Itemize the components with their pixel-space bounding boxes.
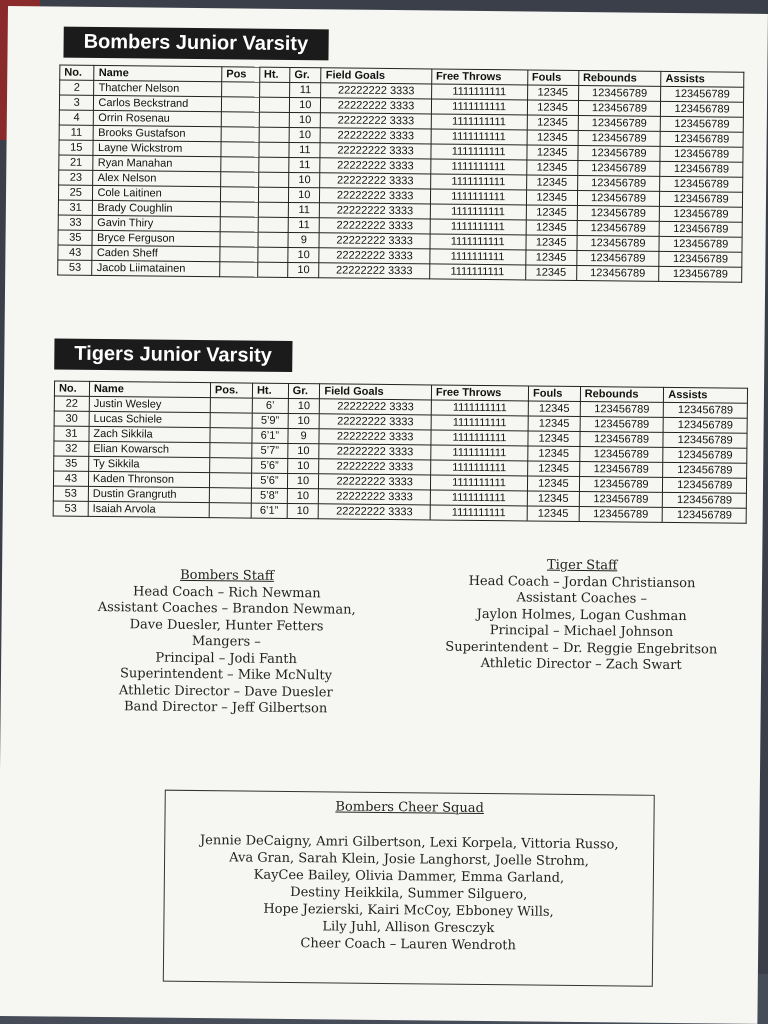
player-reb-cell: 123456789 bbox=[579, 477, 663, 493]
player-ast-cell: 123456789 bbox=[660, 146, 743, 162]
cheer-squad-box bbox=[163, 790, 655, 987]
player-pos-cell bbox=[210, 428, 252, 443]
player-ft-cell: 1111111111 bbox=[431, 84, 527, 100]
player-ast-cell: 123456789 bbox=[659, 221, 742, 237]
player-gr-cell: 10 bbox=[287, 458, 319, 473]
player-no-cell: 23 bbox=[59, 170, 94, 185]
player-fouls-cell: 12345 bbox=[526, 190, 577, 206]
player-no-cell: 43 bbox=[58, 245, 93, 260]
col-header: Field Goals bbox=[321, 68, 431, 84]
player-gr-cell: 10 bbox=[289, 187, 320, 202]
player-fg-cell: 22222222 3333 bbox=[320, 188, 430, 204]
player-ft-cell: 1111111111 bbox=[430, 505, 527, 521]
player-pos-cell bbox=[221, 112, 259, 127]
col-header: Fouls bbox=[528, 386, 580, 402]
player-ft-cell: 1111111111 bbox=[431, 144, 527, 160]
player-gr-cell: 10 bbox=[289, 127, 320, 142]
player-pos-cell bbox=[210, 398, 252, 413]
player-fg-cell: 22222222 3333 bbox=[319, 414, 431, 430]
player-fg-cell: 22222222 3333 bbox=[319, 263, 429, 279]
player-ast-cell: 123456789 bbox=[660, 206, 743, 222]
player-fg-cell: 22222222 3333 bbox=[319, 459, 431, 475]
player-ht-cell bbox=[258, 202, 289, 217]
player-fouls-cell: 12345 bbox=[527, 85, 578, 101]
player-gr-cell: 10 bbox=[288, 247, 319, 262]
staff-line: Head Coach – Rich Newman bbox=[133, 583, 321, 601]
staff-line: Jaylon Holmes, Logan Cushman bbox=[476, 606, 687, 624]
player-no-cell: 25 bbox=[58, 185, 93, 200]
player-ast-cell: 123456789 bbox=[660, 131, 743, 147]
player-ft-cell: 1111111111 bbox=[429, 264, 525, 280]
player-gr-cell: 11 bbox=[288, 202, 319, 217]
col-header: Ht. bbox=[252, 383, 288, 398]
player-pos-cell bbox=[209, 503, 251, 518]
player-fg-cell: 22222222 3333 bbox=[320, 173, 430, 189]
player-ft-cell: 1111111111 bbox=[430, 159, 526, 175]
player-reb-cell: 123456789 bbox=[579, 462, 663, 478]
player-ast-cell: 123456789 bbox=[663, 432, 747, 448]
player-gr-cell: 10 bbox=[287, 503, 319, 518]
player-fg-cell: 22222222 3333 bbox=[320, 143, 430, 159]
player-gr-cell: 10 bbox=[288, 413, 320, 428]
player-ast-cell: 123456789 bbox=[662, 507, 746, 523]
player-ast-cell: 123456789 bbox=[661, 116, 744, 132]
player-name-cell: Kaden Thronson bbox=[88, 471, 209, 487]
player-pos-cell bbox=[220, 187, 258, 202]
player-gr-cell: 11 bbox=[288, 217, 319, 232]
col-header: Name bbox=[89, 381, 210, 397]
player-name-cell: Isaiah Arvola bbox=[88, 501, 209, 517]
player-pos-cell bbox=[221, 97, 259, 112]
player-pos-cell bbox=[209, 488, 251, 503]
player-no-cell: 4 bbox=[59, 110, 94, 125]
player-ft-cell: 1111111111 bbox=[430, 234, 526, 250]
player-reb-cell: 123456789 bbox=[577, 160, 660, 176]
col-header: Gr. bbox=[290, 67, 321, 82]
player-reb-cell: 123456789 bbox=[576, 265, 659, 281]
player-gr-cell: 10 bbox=[287, 473, 319, 488]
col-header: No. bbox=[54, 381, 89, 396]
player-fg-cell: 22222222 3333 bbox=[319, 429, 431, 445]
player-fg-cell: 22222222 3333 bbox=[319, 489, 431, 505]
player-ast-cell: 123456789 bbox=[659, 236, 742, 252]
player-no-cell: 43 bbox=[53, 471, 88, 486]
player-name-cell: Brooks Gustafson bbox=[94, 125, 222, 141]
player-fg-cell: 22222222 3333 bbox=[321, 113, 431, 129]
player-gr-cell: 10 bbox=[289, 112, 320, 127]
player-ft-cell: 1111111111 bbox=[430, 475, 527, 491]
player-ft-cell: 1111111111 bbox=[430, 249, 526, 265]
bombers-rows bbox=[58, 80, 744, 282]
player-ht-cell: 6’1” bbox=[251, 503, 287, 518]
player-ft-cell: 1111111111 bbox=[430, 219, 526, 235]
player-no-cell: 32 bbox=[54, 441, 89, 456]
player-fg-cell: 22222222 3333 bbox=[320, 203, 430, 219]
player-ast-cell: 123456789 bbox=[660, 161, 743, 177]
player-ast-cell: 123456789 bbox=[659, 266, 742, 282]
player-no-cell: 35 bbox=[54, 456, 89, 471]
player-ht-cell: 5’7” bbox=[252, 443, 288, 458]
player-ht-cell bbox=[258, 157, 289, 172]
player-reb-cell: 123456789 bbox=[578, 130, 661, 146]
player-fg-cell: 22222222 3333 bbox=[320, 399, 432, 415]
player-gr-cell: 11 bbox=[289, 142, 320, 157]
staff-line: Head Coach – Jordan Christianson bbox=[468, 573, 696, 591]
cheer-line: KayCee Bailey, Olivia Dammer, Emma Garland, bbox=[253, 867, 565, 886]
player-ft-cell: 1111111111 bbox=[430, 174, 526, 190]
player-fouls-cell: 12345 bbox=[528, 461, 580, 477]
player-ft-cell: 1111111111 bbox=[431, 129, 527, 145]
player-reb-cell: 123456789 bbox=[577, 220, 660, 236]
player-name-cell: Elian Kowarsch bbox=[89, 441, 210, 457]
col-header: Pos bbox=[222, 67, 260, 82]
player-no-cell: 21 bbox=[59, 155, 94, 170]
player-fouls-cell: 12345 bbox=[525, 250, 576, 266]
player-name-cell: Gavin Thiry bbox=[93, 215, 221, 231]
player-gr-cell: 11 bbox=[289, 157, 320, 172]
player-ft-cell: 1111111111 bbox=[431, 99, 527, 115]
player-fouls-cell: 12345 bbox=[526, 160, 577, 176]
player-reb-cell: 123456789 bbox=[577, 205, 660, 221]
player-ast-cell: 123456789 bbox=[663, 447, 747, 463]
player-fouls-cell: 12345 bbox=[528, 476, 580, 492]
player-name-cell: Thatcher Nelson bbox=[94, 80, 222, 96]
col-header: Gr. bbox=[288, 383, 320, 398]
player-fouls-cell: 12345 bbox=[526, 235, 577, 251]
player-pos-cell bbox=[220, 232, 258, 247]
cheer-line: Lily Juhl, Allison Gresczyk bbox=[322, 919, 495, 937]
staff-line: Mangers – bbox=[191, 633, 261, 650]
player-fouls-cell: 12345 bbox=[527, 115, 578, 131]
player-ast-cell: 123456789 bbox=[663, 462, 747, 478]
player-pos-cell bbox=[220, 262, 258, 277]
player-no-cell: 15 bbox=[59, 140, 94, 155]
player-ast-cell: 123456789 bbox=[663, 417, 747, 433]
player-name-cell: Cole Laitinen bbox=[93, 185, 221, 201]
player-pos-cell bbox=[221, 157, 259, 172]
col-header: Ht. bbox=[259, 67, 290, 82]
player-pos-cell bbox=[220, 217, 258, 232]
tiger-staff bbox=[431, 556, 732, 675]
player-pos-cell bbox=[220, 202, 258, 217]
player-ast-cell: 123456789 bbox=[664, 402, 748, 418]
player-ht-cell bbox=[258, 232, 289, 247]
player-name-cell: Layne Wickstrom bbox=[93, 140, 221, 156]
player-ft-cell: 1111111111 bbox=[430, 189, 526, 205]
col-header: Free Throws bbox=[431, 385, 528, 401]
staff-line: Assistant Coaches – bbox=[516, 590, 648, 607]
tigers-rows bbox=[53, 396, 747, 523]
col-header: Field Goals bbox=[320, 384, 432, 400]
player-name-cell: Justin Wesley bbox=[89, 396, 210, 412]
staff-line: Athletic Director – Dave Duesler bbox=[118, 682, 333, 700]
player-no-cell: 2 bbox=[60, 80, 95, 95]
player-pos-cell bbox=[210, 458, 252, 473]
tiger-staff-heading: Tiger Staff bbox=[546, 557, 618, 574]
player-no-cell: 31 bbox=[58, 200, 93, 215]
player-pos-cell bbox=[210, 413, 252, 428]
player-reb-cell: 123456789 bbox=[579, 447, 663, 463]
staff-line: Superintendent – Dr. Reggie Engebritson bbox=[445, 639, 718, 657]
player-pos-cell bbox=[222, 82, 260, 97]
player-reb-cell: 123456789 bbox=[580, 432, 664, 448]
player-name-cell: Bryce Ferguson bbox=[92, 230, 220, 246]
staff-line: Principal – Michael Johnson bbox=[489, 623, 674, 640]
player-reb-cell: 123456789 bbox=[577, 235, 660, 251]
player-reb-cell: 123456789 bbox=[580, 417, 664, 433]
player-fg-cell: 22222222 3333 bbox=[320, 158, 430, 174]
player-fouls-cell: 12345 bbox=[527, 130, 578, 146]
player-reb-cell: 123456789 bbox=[578, 85, 661, 101]
player-ht-cell bbox=[259, 82, 290, 97]
player-reb-cell: 123456789 bbox=[578, 100, 661, 116]
bombers-staff bbox=[86, 567, 368, 718]
player-gr-cell: 10 bbox=[288, 398, 320, 413]
col-header: Fouls bbox=[527, 70, 578, 86]
col-header: Rebounds bbox=[580, 387, 664, 403]
player-name-cell: Dustin Grangruth bbox=[88, 486, 209, 502]
cheer-coach-line: Cheer Coach – Lauren Wendroth bbox=[300, 936, 517, 954]
player-no-cell: 53 bbox=[53, 501, 88, 516]
program-sheet bbox=[0, 6, 768, 1024]
player-ht-cell: 5’8” bbox=[251, 488, 287, 503]
col-header: No. bbox=[60, 65, 95, 80]
staff-line: Assistant Coaches – Brandon Newman, bbox=[97, 599, 356, 618]
player-ht-cell: 5’6” bbox=[252, 458, 288, 473]
player-name-cell: Lucas Schiele bbox=[89, 411, 210, 427]
player-name-cell: Carlos Beckstrand bbox=[94, 95, 222, 111]
player-ft-cell: 1111111111 bbox=[431, 415, 528, 431]
player-ft-cell: 1111111111 bbox=[431, 460, 528, 476]
cheer-line: Ava Gran, Sarah Klein, Josie Langhorst, Joelle Strohm, bbox=[229, 850, 590, 870]
player-gr-cell: 11 bbox=[290, 82, 321, 97]
player-fouls-cell: 12345 bbox=[526, 220, 577, 236]
tigers-roster-table bbox=[53, 381, 748, 524]
bombers-roster-table bbox=[57, 65, 744, 283]
player-fouls-cell: 12345 bbox=[525, 265, 576, 281]
player-ft-cell: 1111111111 bbox=[431, 430, 528, 446]
player-no-cell: 22 bbox=[54, 396, 89, 411]
player-gr-cell: 10 bbox=[287, 488, 319, 503]
bombers-staff-heading: Bombers Staff bbox=[180, 567, 275, 584]
player-name-cell: Jacob Liimatainen bbox=[92, 260, 220, 276]
staff-line: Athletic Director – Zach Swart bbox=[480, 655, 682, 674]
staff-line: Principal – Jodi Fanth bbox=[155, 650, 297, 667]
player-gr-cell: 9 bbox=[288, 232, 319, 247]
player-reb-cell: 123456789 bbox=[578, 115, 661, 131]
player-ast-cell: 123456789 bbox=[660, 176, 743, 192]
player-pos-cell bbox=[220, 247, 258, 262]
player-fouls-cell: 12345 bbox=[528, 401, 580, 417]
player-name-cell: Ryan Manahan bbox=[93, 155, 221, 171]
player-ht-cell: 5’9” bbox=[252, 413, 288, 428]
player-name-cell: Alex Nelson bbox=[93, 170, 221, 186]
player-ft-cell: 1111111111 bbox=[431, 445, 528, 461]
player-ft-cell: 1111111111 bbox=[430, 204, 526, 220]
player-name-cell: Caden Sheff bbox=[92, 245, 220, 261]
player-ht-cell bbox=[259, 142, 290, 157]
player-ast-cell: 123456789 bbox=[661, 86, 744, 102]
player-fouls-cell: 12345 bbox=[528, 431, 580, 447]
player-name-cell: Zach Sikkila bbox=[89, 426, 210, 442]
cheer-line: Destiny Heikkila, Summer Silguero, bbox=[290, 885, 528, 903]
col-header: Free Throws bbox=[431, 69, 527, 85]
col-header: Assists bbox=[664, 387, 748, 403]
player-fg-cell: 22222222 3333 bbox=[321, 128, 431, 144]
staff-line: Superintendent – Mike McNulty bbox=[119, 666, 333, 684]
player-ht-cell bbox=[259, 97, 290, 112]
staff-line: Dave Duesler, Hunter Fetters bbox=[129, 616, 324, 634]
player-no-cell: 31 bbox=[54, 426, 89, 441]
player-no-cell: 30 bbox=[54, 411, 89, 426]
player-fg-cell: 22222222 3333 bbox=[319, 233, 429, 249]
col-header: Rebounds bbox=[578, 70, 661, 86]
player-fouls-cell: 12345 bbox=[527, 145, 578, 161]
player-ast-cell: 123456789 bbox=[660, 191, 743, 207]
player-ast-cell: 123456789 bbox=[661, 101, 744, 117]
player-reb-cell: 123456789 bbox=[579, 507, 663, 523]
cheer-line: Jennie DeCaigny, Amri Gilbertson, Lexi Korpela, Vittoria Russo, bbox=[199, 833, 619, 853]
player-ht-cell: 6’ bbox=[252, 398, 288, 413]
player-ht-cell bbox=[259, 127, 290, 142]
player-ht-cell: 5’6” bbox=[251, 473, 287, 488]
player-ht-cell bbox=[258, 187, 289, 202]
player-no-cell: 53 bbox=[53, 486, 88, 501]
cheer-heading: Bombers Cheer Squad bbox=[335, 799, 484, 817]
player-reb-cell: 123456789 bbox=[578, 145, 661, 161]
col-header: Name bbox=[94, 65, 222, 81]
player-ft-cell: 1111111111 bbox=[431, 400, 528, 416]
player-fg-cell: 22222222 3333 bbox=[321, 98, 431, 114]
player-fouls-cell: 12345 bbox=[527, 491, 579, 507]
player-pos-cell bbox=[209, 473, 251, 488]
player-reb-cell: 123456789 bbox=[579, 492, 663, 508]
player-ht-cell bbox=[259, 112, 290, 127]
player-name-cell: Ty Sikkila bbox=[89, 456, 210, 472]
player-fouls-cell: 12345 bbox=[528, 446, 580, 462]
player-no-cell: 3 bbox=[59, 95, 94, 110]
player-pos-cell bbox=[210, 443, 252, 458]
player-gr-cell: 10 bbox=[288, 262, 319, 277]
player-ast-cell: 123456789 bbox=[659, 251, 742, 267]
player-pos-cell bbox=[221, 142, 259, 157]
player-fg-cell: 22222222 3333 bbox=[319, 248, 429, 264]
player-ht-cell bbox=[258, 172, 289, 187]
col-header: Pos. bbox=[210, 383, 252, 398]
player-no-cell: 53 bbox=[58, 260, 93, 275]
player-fg-cell: 22222222 3333 bbox=[320, 218, 430, 234]
player-reb-cell: 123456789 bbox=[577, 250, 660, 266]
staff-line: Band Director – Jeff Gilbertson bbox=[123, 699, 328, 717]
player-fouls-cell: 12345 bbox=[526, 205, 577, 221]
player-reb-cell: 123456789 bbox=[577, 190, 660, 206]
player-gr-cell: 10 bbox=[290, 97, 321, 112]
player-fouls-cell: 12345 bbox=[527, 506, 579, 522]
player-pos-cell bbox=[221, 127, 259, 142]
player-ht-cell: 6’1” bbox=[252, 428, 288, 443]
player-gr-cell: 10 bbox=[289, 172, 320, 187]
player-ft-cell: 1111111111 bbox=[431, 114, 527, 130]
col-header: Assists bbox=[661, 71, 744, 87]
player-fg-cell: 22222222 3333 bbox=[319, 444, 431, 460]
player-reb-cell: 123456789 bbox=[580, 402, 664, 418]
player-no-cell: 33 bbox=[58, 215, 93, 230]
player-ast-cell: 123456789 bbox=[663, 492, 747, 508]
player-ht-cell bbox=[258, 217, 289, 232]
player-fouls-cell: 12345 bbox=[526, 175, 577, 191]
player-fg-cell: 22222222 3333 bbox=[319, 474, 431, 490]
player-fg-cell: 22222222 3333 bbox=[319, 504, 431, 520]
player-ht-cell bbox=[257, 247, 288, 262]
player-no-cell: 11 bbox=[59, 125, 94, 140]
player-no-cell: 35 bbox=[58, 230, 93, 245]
player-reb-cell: 123456789 bbox=[577, 175, 660, 191]
cheer-line: Hope Jezierski, Kairi McCoy, Ebboney Wills, bbox=[263, 901, 554, 920]
player-fouls-cell: 12345 bbox=[528, 416, 580, 432]
player-gr-cell: 9 bbox=[288, 428, 320, 443]
player-fouls-cell: 12345 bbox=[527, 100, 578, 116]
player-name-cell: Orrin Rosenau bbox=[94, 110, 222, 126]
bombers-title: Bombers Junior Varsity bbox=[63, 27, 328, 61]
player-ast-cell: 123456789 bbox=[663, 477, 747, 493]
player-ht-cell bbox=[257, 262, 288, 277]
tigers-title: Tigers Junior Varsity bbox=[54, 339, 292, 372]
player-fg-cell: 22222222 3333 bbox=[321, 83, 431, 99]
player-name-cell: Brady Coughlin bbox=[93, 200, 221, 216]
player-gr-cell: 10 bbox=[287, 443, 319, 458]
player-pos-cell bbox=[221, 172, 259, 187]
player-ft-cell: 1111111111 bbox=[430, 490, 527, 506]
